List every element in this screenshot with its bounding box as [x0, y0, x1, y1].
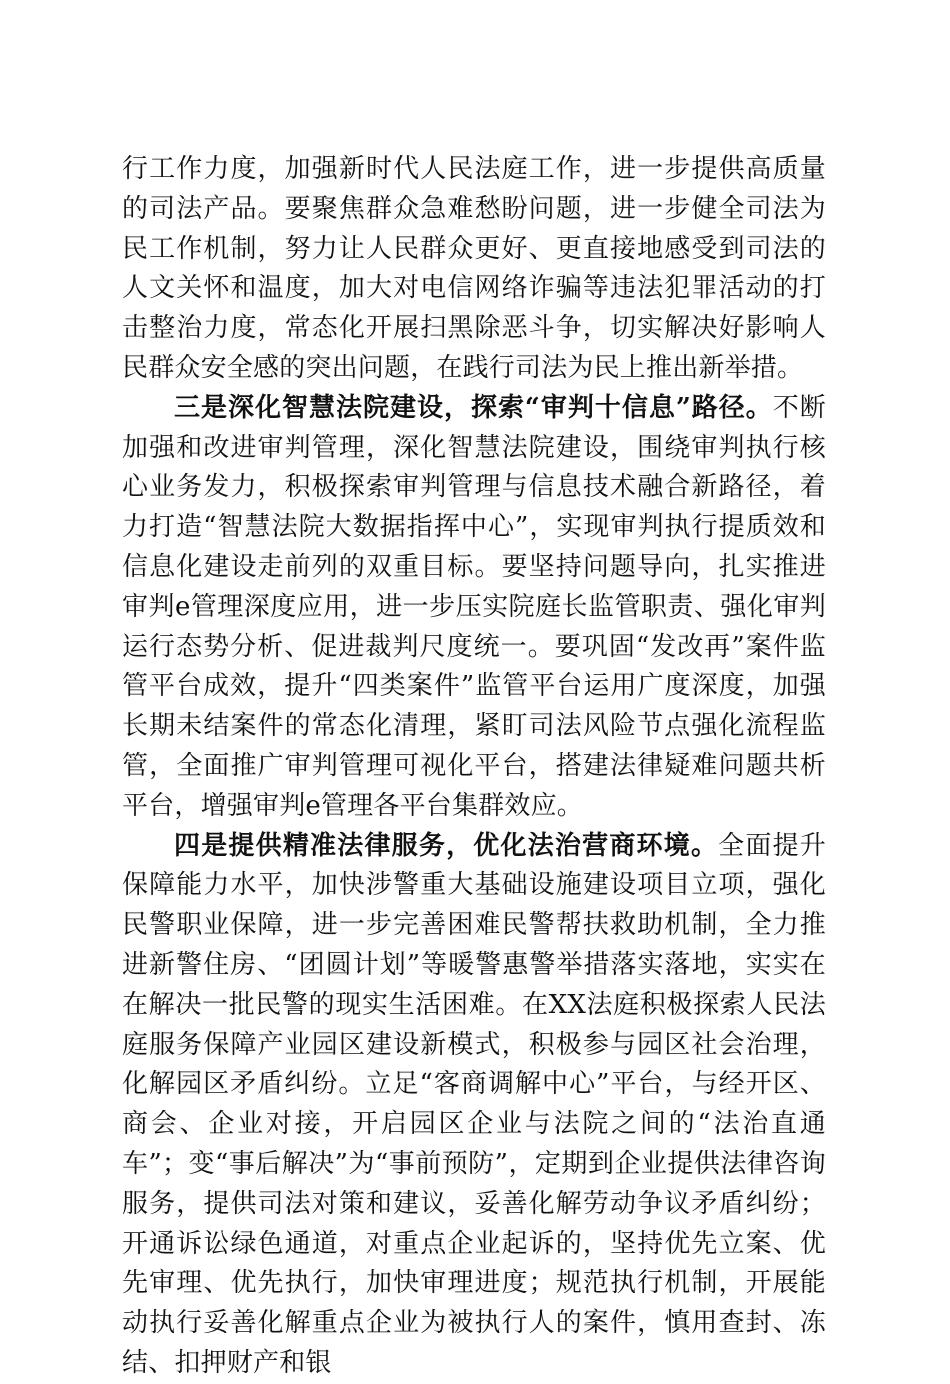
- paragraph-body: 不断加强和改进审判管理，深化智慧法院建设，围绕审判执行核心业务发力，积极探索审判管理与信息技术融合新路径，着力打造“智慧法院大数据指挥中心”，实现审判执行提质效和信息化建设走前列的双重目标。要坚持问题导向，扎实推进审判e管理深度应用，进一步压实院庭长监管职责、强化审判运行态势分析、促进裁判尺度统一。要巩固“发改再”案件监管平台成效，提升“四类案件”监管平台运用广度深度，加强长期未结案件的常态化清理，紧盯司法风险节点强化流程监管，全面推广审判管理可视化平台，搭建法律疑难问题共析平台，增强审判e管理各平台集群效应。: [122, 392, 826, 821]
- paragraph-heading: 四是提供精准法律服务，优化法治营商环境。: [174, 830, 719, 861]
- paragraph-legal-services: [122, 827, 826, 1384]
- document-body: [122, 150, 826, 1384]
- paragraph-heading: 三是深化智慧法院建设，探索“审判十信息”路径。: [174, 392, 773, 423]
- paragraph-smart-court: [122, 389, 826, 827]
- paragraph-body: 行工作力度，加强新时代人民法庭工作，进一步提供高质量的司法产品。要聚焦群众急难愁盼问题，进一步健全司法为民工作机制，努力让人民群众更好、更直接地感受到司法的人文关怀和温度，加大对电信网络诈骗等违法犯罪活动的打击整治力度，常态化开展扫黑除恶斗争，切实解决好影响人民群众安全感的突出问题，在践行司法为民上推出新举措。: [122, 154, 826, 383]
- paragraph-body: 全面提升保障能力水平，加快涉警重大基础设施建设项目立项，强化民警职业保障，进一步完善困难民警帮扶救助机制，全力推进新警住房、“团圆计划”等暖警惠警举措落实落地，实实在在解决一批民警的现实生活困难。在XX法庭积极探索人民法庭服务保障产业园区建设新模式，积极参与园区社会治理，化解园区矛盾纠纷。立足“客商调解中心”平台，与经开区、商会、企业对接，开启园区企业与法院之间的“法治直通车”；变“事后解决”为“事前预防”，定期到企业提供法律咨询服务，提供司法对策和建议，妥善化解劳动争议矛盾纠纷；开通诉讼绿色通道，对重点企业起诉的，坚持优先立案、优先审理、优先执行，加快审理进度；规范执行机制，开展能动执行妥善化解重点企业为被执行人的案件，慎用查封、冻结、扣押财产和银: [122, 830, 826, 1378]
- paragraph-continuation: [122, 150, 826, 389]
